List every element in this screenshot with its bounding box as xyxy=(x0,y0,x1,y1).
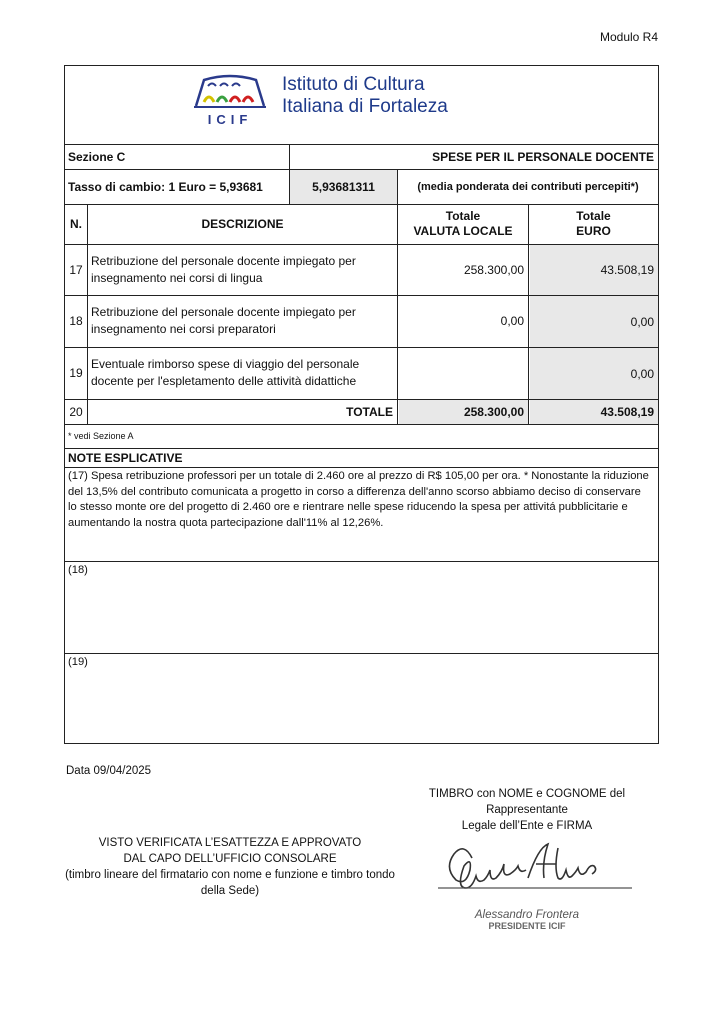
row-18-local: 0,00 xyxy=(500,314,524,328)
exchange-rate-note: (media ponderata dei contributi percepiti*) xyxy=(417,180,639,193)
total-euro: 43.508,19 xyxy=(530,400,658,424)
column-header-euro-line1: Totale xyxy=(576,209,611,223)
colosseum-icon xyxy=(190,72,270,128)
note-19: (19) xyxy=(68,656,88,668)
row-17-local: 258.300,00 xyxy=(463,262,524,277)
row-17-euro: 43.508,19 xyxy=(530,245,658,295)
signer-title: PRESIDENTE ICIF xyxy=(488,921,566,931)
column-header-euro-line2: EURO xyxy=(576,224,611,238)
representative-label-line1: TIMBRO con NOME e COGNOME del Rappresentante xyxy=(428,788,626,816)
consular-line4: della Sede) xyxy=(200,885,260,897)
section-label: Sezione C xyxy=(68,149,126,164)
row-19-description: Eventuale rimborso spese di viaggio del personale docente per l'espletamento delle attività didattiche xyxy=(91,357,360,388)
consular-approval-label xyxy=(62,835,398,899)
exchange-rate-label: Tasso di cambio: 1 Euro = 5,93681 xyxy=(68,179,263,194)
row-18-euro: 0,00 xyxy=(530,296,658,347)
row-17-number: 17 xyxy=(69,262,83,277)
row-18-number: 18 xyxy=(69,314,83,328)
row-19-number: 19 xyxy=(69,366,83,380)
total-label: TOTALE xyxy=(346,404,393,419)
section-title: SPESE PER IL PERSONALE DOCENTE xyxy=(432,149,654,164)
date-label: Data 09/04/2025 xyxy=(66,765,152,777)
note-17: (17) Spesa retribuzione professori per un totale di 2.460 ore al prezzo di R$ 105,00 per ora. * Nonostante la riduzione del 13,5% del contributo comunicata a progetto in corso a differenza dell'anno scorso abbiamo deciso di conservare lo stesso monte ore del progetto di 2.460 ore e rientrare nelle spese riducendo la spesa per attivitá pubblicitarie e aumentando la nostra quota partecipazione dall'11% al 12,26%. xyxy=(68,470,649,529)
institute-name xyxy=(282,74,448,118)
consular-line3: (timbro lineare del firmatario con nome e funzione e timbro tondo xyxy=(65,869,395,881)
column-header-description: DESCRIZIONE xyxy=(201,217,284,231)
row-18-description: Retribuzione del personale docente impiegato per insegnamento nei corsi preparatori xyxy=(91,305,356,336)
institute-logo xyxy=(190,72,490,128)
institute-name-line2: Italiana di Fortaleza xyxy=(282,96,448,117)
column-header-local-currency xyxy=(398,204,528,244)
row-19-local xyxy=(398,347,528,399)
institute-name-line1: Istituto di Cultura xyxy=(282,74,425,95)
total-row-number: 20 xyxy=(69,404,83,419)
signer-name: Alessandro Frontera xyxy=(474,909,580,921)
column-header-euro xyxy=(529,204,658,244)
module-label: Modulo R4 xyxy=(599,30,658,44)
total-local: 258.300,00 xyxy=(399,400,528,424)
representative-signature-label xyxy=(392,786,662,834)
note-18: (18) xyxy=(68,564,88,576)
notes-title: NOTE ESPLICATIVE xyxy=(68,450,183,465)
form-table xyxy=(64,65,659,744)
consular-line1: VISTO VERIFICATA L’ESATTEZZA E APPROVATO xyxy=(98,837,362,849)
exchange-rate-value: 5,93681311 xyxy=(290,170,397,204)
consular-line2: DAL CAPO DELL’UFFICIO CONSOLARE xyxy=(123,853,337,865)
signature-block xyxy=(432,838,642,938)
row-19-euro: 0,00 xyxy=(530,348,658,399)
footnote: * vedi Sezione A xyxy=(68,431,134,441)
representative-label-line2: Legale dell’Ente e FIRMA xyxy=(461,820,593,832)
svg-text:ICIF: ICIF xyxy=(207,112,253,127)
column-header-local-line1: Totale xyxy=(445,209,481,223)
column-header-local-line2: VALUTA LOCALE xyxy=(413,224,513,238)
row-17-description: Retribuzione del personale docente impiegato per insegnamento nei corsi di lingua xyxy=(91,253,356,285)
handwritten-signature-icon xyxy=(432,838,642,898)
column-header-n: N. xyxy=(70,217,82,231)
